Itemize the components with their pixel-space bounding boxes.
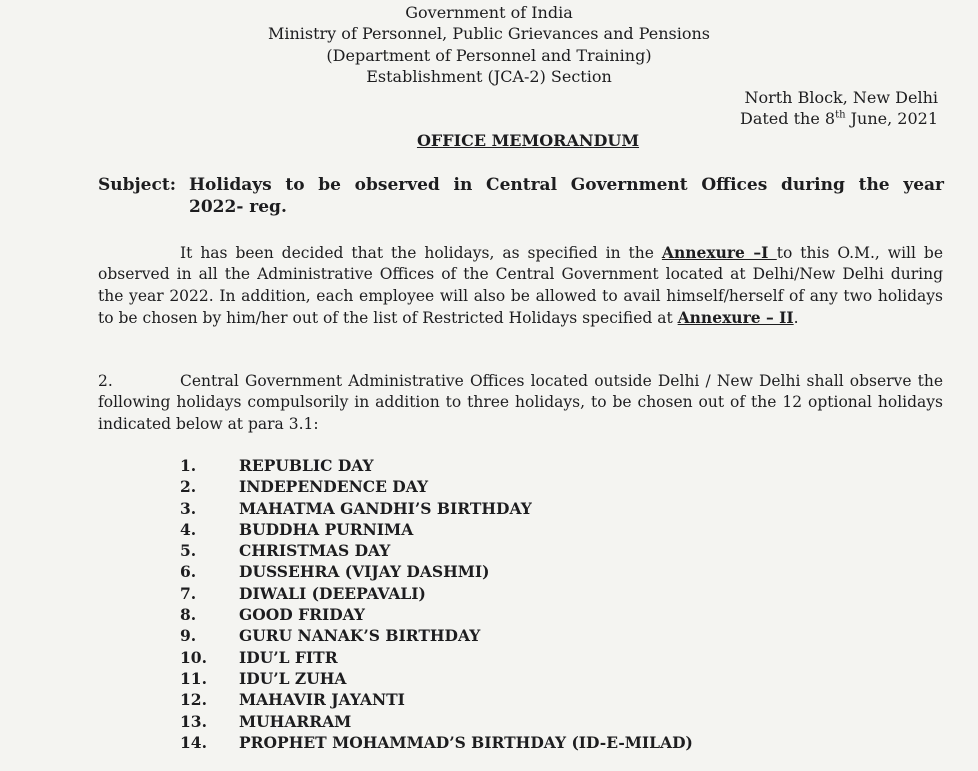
list-item-name: MUHARRAM — [239, 711, 352, 731]
header-section: Establishment (JCA-2) Section — [366, 67, 612, 86]
list-item-name: MAHATMA GANDHI’S BIRTHDAY — [239, 498, 532, 518]
list-item-number: 2. — [180, 477, 197, 497]
subject-text-line2: 2022- reg. — [189, 197, 287, 217]
para2-number: 2. — [98, 372, 113, 390]
date-rest: June, 2021 — [845, 109, 938, 128]
list-item-name: IDU’L FITR — [239, 647, 338, 667]
subject-text-line1: Holidays to be observed in Central Government Offices during the year — [189, 175, 944, 195]
list-item-name: MAHAVIR JAYANTI — [239, 690, 405, 710]
list-item-name: REPUBLIC DAY — [239, 456, 374, 475]
subject-label: Subject: — [98, 175, 176, 195]
paragraph-2 — [98, 371, 943, 435]
list-item-number: 1. — [180, 456, 197, 475]
date-suffix: th — [835, 109, 846, 121]
list-item-name: GOOD FRIDAY — [239, 605, 365, 625]
memo-title: OFFICE MEMORANDUM — [416, 131, 640, 150]
date-day: 8 — [824, 109, 836, 128]
list-item-name: PROPHET MOHAMMAD’S BIRTHDAY (ID-E-MILAD) — [239, 732, 693, 752]
list-item-number: 8. — [180, 605, 197, 625]
list-item-name: GURU NANAK’S BIRTHDAY — [239, 626, 481, 646]
list-item-name: IDU’L ZUHA — [239, 668, 347, 688]
list-item-name: INDEPENDENCE DAY — [239, 477, 429, 497]
para2-text: Central Government Administrative Offices located outside Delhi / New Delhi shall observe the following holidays compulsorily in addition to three holidays, to be chosen out of the 12 optional holidays indicated below at para 3.1: — [98, 372, 943, 433]
list-item-number: 7. — [180, 583, 197, 603]
list-item-name: DUSSEHRA (VIJAY DASHMI) — [239, 562, 490, 582]
list-item-name: CHRISTMAS DAY — [239, 541, 391, 561]
header-government: Government of India — [405, 3, 573, 22]
list-item-number: 6. — [180, 562, 197, 582]
list-item-name: DIWALI (DEEPAVALI) — [239, 583, 426, 603]
list-item-number: 10. — [180, 647, 207, 667]
list-item-number: 9. — [180, 626, 197, 646]
list-item-number: 5. — [180, 541, 197, 561]
list-item-number: 13. — [180, 711, 207, 731]
date-prefix: Dated the — [739, 109, 825, 128]
annexure-2-ref: Annexure – II — [677, 307, 794, 327]
list-item-number: 12. — [180, 690, 207, 710]
list-item-number: 14. — [180, 732, 207, 752]
list-item-number: 4. — [180, 519, 197, 539]
header-ministry: Ministry of Personnel, Public Grievances and Pensions — [267, 24, 711, 43]
annexure-1-ref: Annexure –I — [661, 243, 777, 262]
list-item-number: 11. — [180, 668, 207, 688]
place: North Block, New Delhi — [744, 88, 938, 107]
date-line — [740, 109, 938, 129]
paragraph-1: It has been decided that the holidays, as specified in the Annexure –I to this O.M., will be observed in all the Administrative Offices of the Central Government located at Delhi/New Delhi during the year 2022. In addition, each employee will also be allowed to avail himself/herself of any two holidays to be chosen by him/her out of the list of Restricted Holidays specified at Annexure – II. — [98, 243, 944, 327]
list-item-number: 3. — [180, 498, 197, 518]
header-department: (Department of Personnel and Training) — [326, 46, 652, 65]
list-item-name: BUDDHA PURNIMA — [239, 519, 414, 539]
